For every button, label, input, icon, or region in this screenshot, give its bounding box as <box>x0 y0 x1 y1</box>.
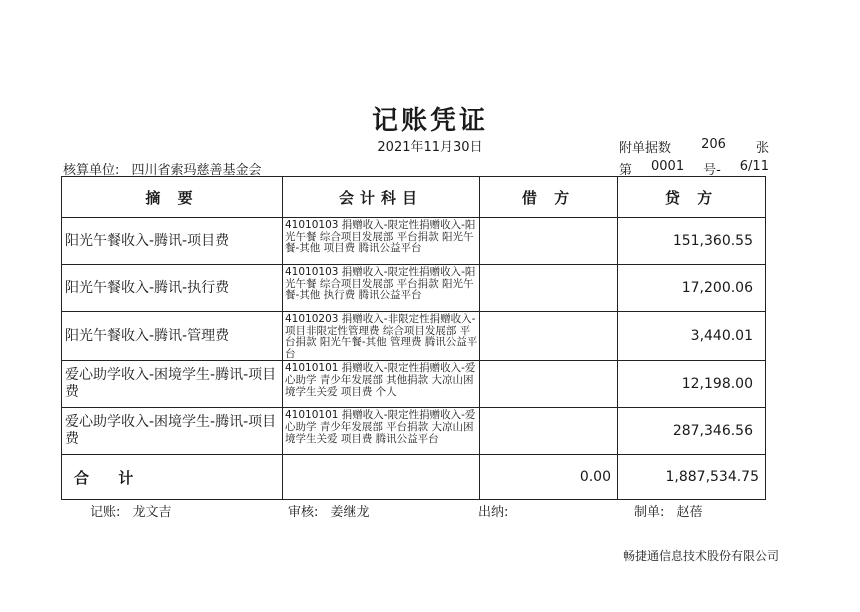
row-subject: 41010101 捐赠收入-限定性捐赠收入-爱心助学 青少年发展部 平台捐款 大凉山困境学生关爱 项目费 腾讯公益平台 <box>283 408 480 455</box>
table-row <box>62 218 766 265</box>
bookkeeper-label: 记账: <box>90 505 121 520</box>
table-row <box>62 312 766 361</box>
row-summary: 爱心助学收入-困境学生-腾讯-项目费 <box>62 408 283 455</box>
row-debit <box>480 361 618 408</box>
row-debit <box>480 265 618 312</box>
row-debit <box>480 218 618 265</box>
document-title: 记账凭证 <box>371 106 488 136</box>
total-credit: 1,887,534.75 <box>618 455 766 500</box>
voucher-number-value: 0001 <box>651 159 685 174</box>
row-credit: 151,360.55 <box>618 218 766 265</box>
row-credit: 3,440.01 <box>618 312 766 361</box>
attachment-label: 附单据数 <box>619 141 672 156</box>
unit-name: 四川省索玛慈善基金会 <box>131 163 262 178</box>
voucher-date: 2021年11月30日 <box>377 140 483 155</box>
row-subject: 41010101 捐赠收入-限定性捐赠收入-爱心助学 青少年发展部 其他捐款 大凉山困境学生关爱 项目费 个人 <box>283 361 480 408</box>
row-credit: 287,346.56 <box>618 408 766 455</box>
voucher-mid: 号- <box>703 163 721 178</box>
reviewer-name: 姜继龙 <box>330 505 370 520</box>
bookkeeper-field <box>90 501 172 520</box>
attachment-count <box>619 137 769 156</box>
unit-label: 核算单位: <box>63 163 120 178</box>
row-subject: 41010103 捐赠收入-限定性捐赠收入-阳光午餐 综合项目发展部 平台捐款 阳光午餐-其他 执行费 腾讯公益平台 <box>283 265 480 312</box>
cashier-label: 出纳: <box>478 505 509 520</box>
total-subject-empty <box>283 455 480 500</box>
reviewer-label: 审核: <box>288 505 319 520</box>
row-credit: 12,198.00 <box>618 361 766 408</box>
row-summary: 阳光午餐收入-腾讯-执行费 <box>62 265 283 312</box>
table-row <box>62 408 766 455</box>
row-debit <box>480 312 618 361</box>
total-label: 合 计 <box>62 455 283 500</box>
row-summary: 阳光午餐收入-腾讯-项目费 <box>62 218 283 265</box>
row-subject: 41010203 捐赠收入-非限定性捐赠收入-项目非限定性管理费 综合项目发展部 平台捐款 阳光午餐-其他 管理费 腾讯公益平台 <box>283 312 480 361</box>
row-subject: 41010103 捐赠收入-限定性捐赠收入-阳光午餐 综合项目发展部 平台捐款 阳光午餐-其他 项目费 腾讯公益平台 <box>283 218 480 265</box>
cashier-field <box>478 501 516 520</box>
total-debit: 0.00 <box>480 455 618 500</box>
bookkeeper-name: 龙文吉 <box>132 505 172 520</box>
attachment-unit: 张 <box>755 141 769 156</box>
header-summary: 摘 要 <box>62 177 283 218</box>
preparer-field <box>634 501 703 520</box>
row-summary: 阳光午餐收入-腾讯-管理费 <box>62 312 283 361</box>
preparer-name: 赵蓓 <box>676 505 703 520</box>
header-debit: 借 方 <box>480 177 618 218</box>
table-row <box>62 361 766 408</box>
voucher-table <box>61 176 766 500</box>
table-row <box>62 265 766 312</box>
preparer-label: 制单: <box>634 505 665 520</box>
table-header-row <box>62 177 766 218</box>
software-company: 畅捷通信息技术股份有限公司 <box>623 549 780 563</box>
row-debit <box>480 408 618 455</box>
reviewer-field <box>288 501 370 520</box>
row-credit: 17,200.06 <box>618 265 766 312</box>
voucher-prefix: 第 <box>619 163 633 178</box>
total-row <box>62 455 766 500</box>
header-subject: 会计科目 <box>283 177 480 218</box>
attachment-number: 206 <box>701 137 726 152</box>
voucher-page: 6/11 <box>739 159 769 174</box>
row-summary: 爱心助学收入-困境学生-腾讯-项目费 <box>62 361 283 408</box>
header-credit: 贷 方 <box>618 177 766 218</box>
